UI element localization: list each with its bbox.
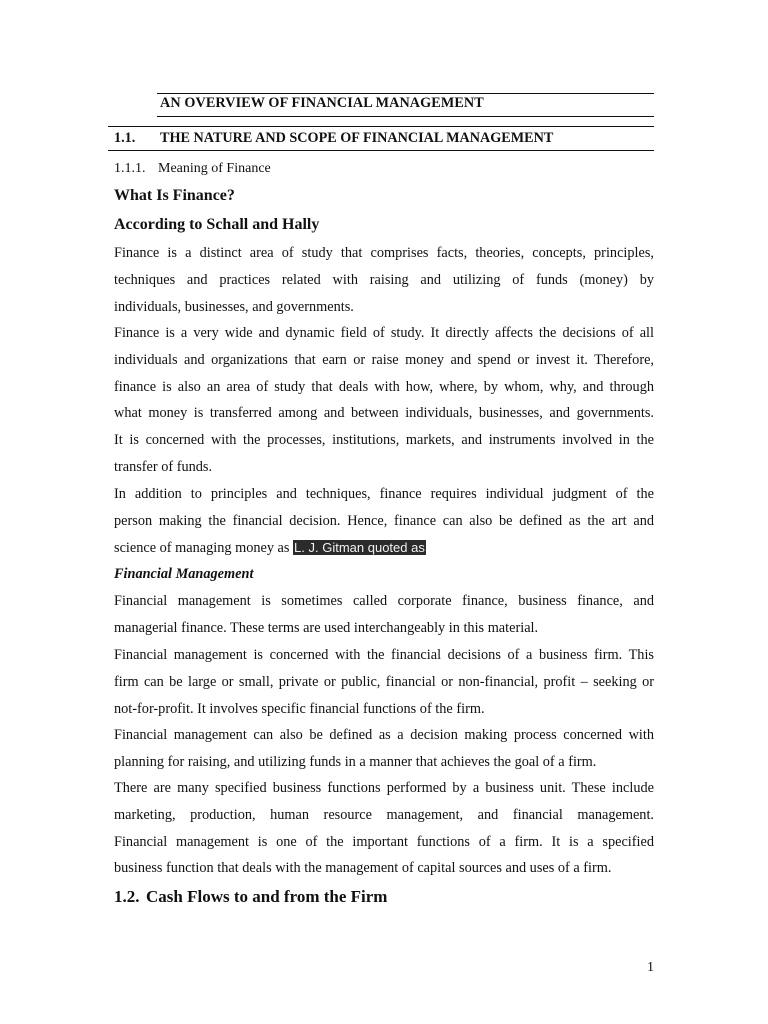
paragraph-line: Finance is a distinct area of study that comprises facts, theories, concepts, principles,: [114, 245, 654, 261]
paragraph-3: [114, 481, 654, 561]
paragraph-line: [114, 535, 654, 562]
section-top-rule: [108, 126, 654, 127]
page-number: 1: [647, 960, 654, 975]
paragraph-line: person making the financial decision. Hence, finance can also be defined as the art and: [114, 512, 654, 529]
paragraph-line: Financial management can also be defined as a decision making process concerned with: [114, 727, 654, 743]
paragraph-line: It is concerned with the processes, institutions, markets, and instruments involved in the: [114, 432, 654, 449]
paragraph-line: Financial management is one of the important functions of a firm. It is a specified: [114, 833, 654, 850]
paragraph-line: individuals and organizations that earn or raise money and spend or invest it. Therefore,: [114, 351, 654, 368]
paragraph-7: [114, 775, 654, 882]
selected-text-highlight[interactable]: L. J. Gitman quoted as: [294, 539, 425, 555]
section-number: 1.1.: [114, 130, 136, 146]
paragraph-line: Financial management is sometimes called corporate finance, business finance, and: [114, 593, 654, 609]
heading-schall-hally: According to Schall and Hally: [114, 216, 320, 233]
paragraph-line: business function that deals with the management of capital sources and uses of a firm.: [114, 860, 612, 877]
paragraph-line: finance is also an area of study that deals with how, where, by whom, why, and through: [114, 378, 654, 395]
paragraph-line: what money is transferred among and between individuals, businesses, and governments.: [114, 405, 654, 422]
paragraph-text: science of managing money as: [114, 539, 294, 556]
subsection-number: 1.1.1.: [114, 161, 146, 176]
paragraph-line: firm can be large or small, private or public, financial or non-financial, profit – seeking or: [114, 673, 654, 690]
chapter-rule: [157, 116, 654, 117]
subsection-title: Meaning of Finance: [158, 161, 271, 176]
paragraph-6: [114, 722, 654, 776]
paragraph-line: planning for raising, and utilizing funds in a manner that achieves the goal of a firm.: [114, 753, 597, 770]
paragraph-line: transfer of funds.: [114, 458, 213, 475]
section-2-number: 1.2.: [114, 887, 140, 906]
paragraph-line: techniques and practices related with raising and utilizing of funds (money) by: [114, 271, 654, 288]
paragraph-line: individuals, businesses, and governments.: [114, 298, 354, 315]
paragraph-line: Finance is a very wide and dynamic field of study. It directly affects the decisions of all: [114, 325, 654, 341]
subsection-heading: [114, 161, 271, 177]
paragraph-5: [114, 642, 654, 722]
paragraph-line: In addition to principles and techniques, finance requires individual judgment of the: [114, 486, 654, 502]
paragraph-line: There are many specified business functions performed by a business unit. These include: [114, 780, 654, 796]
paragraph-2: [114, 320, 654, 481]
paragraph-1: [114, 240, 654, 320]
heading-what-is-finance: What Is Finance?: [114, 187, 235, 204]
section-2-title: Cash Flows to and from the Firm: [146, 887, 388, 906]
section-2-heading: [114, 887, 387, 907]
top-rule: [157, 93, 654, 94]
chapter-title: AN OVERVIEW OF FINANCIAL MANAGEMENT: [160, 95, 484, 111]
paragraph-line: not-for-profit. It involves specific financial functions of the firm.: [114, 700, 485, 717]
financial-management-heading: Financial Management: [114, 566, 254, 582]
paragraph-line: marketing, production, human resource management, and financial management.: [114, 806, 654, 823]
paragraph-line: Financial management is concerned with the financial decisions of a business firm. This: [114, 647, 654, 663]
section-bottom-rule: [108, 150, 654, 151]
paragraph-4: [114, 588, 654, 642]
section-heading: [114, 130, 553, 147]
section-title: THE NATURE AND SCOPE OF FINANCIAL MANAGEMENT: [160, 130, 554, 146]
paragraph-line: managerial finance. These terms are used interchangeably in this material.: [114, 619, 539, 636]
